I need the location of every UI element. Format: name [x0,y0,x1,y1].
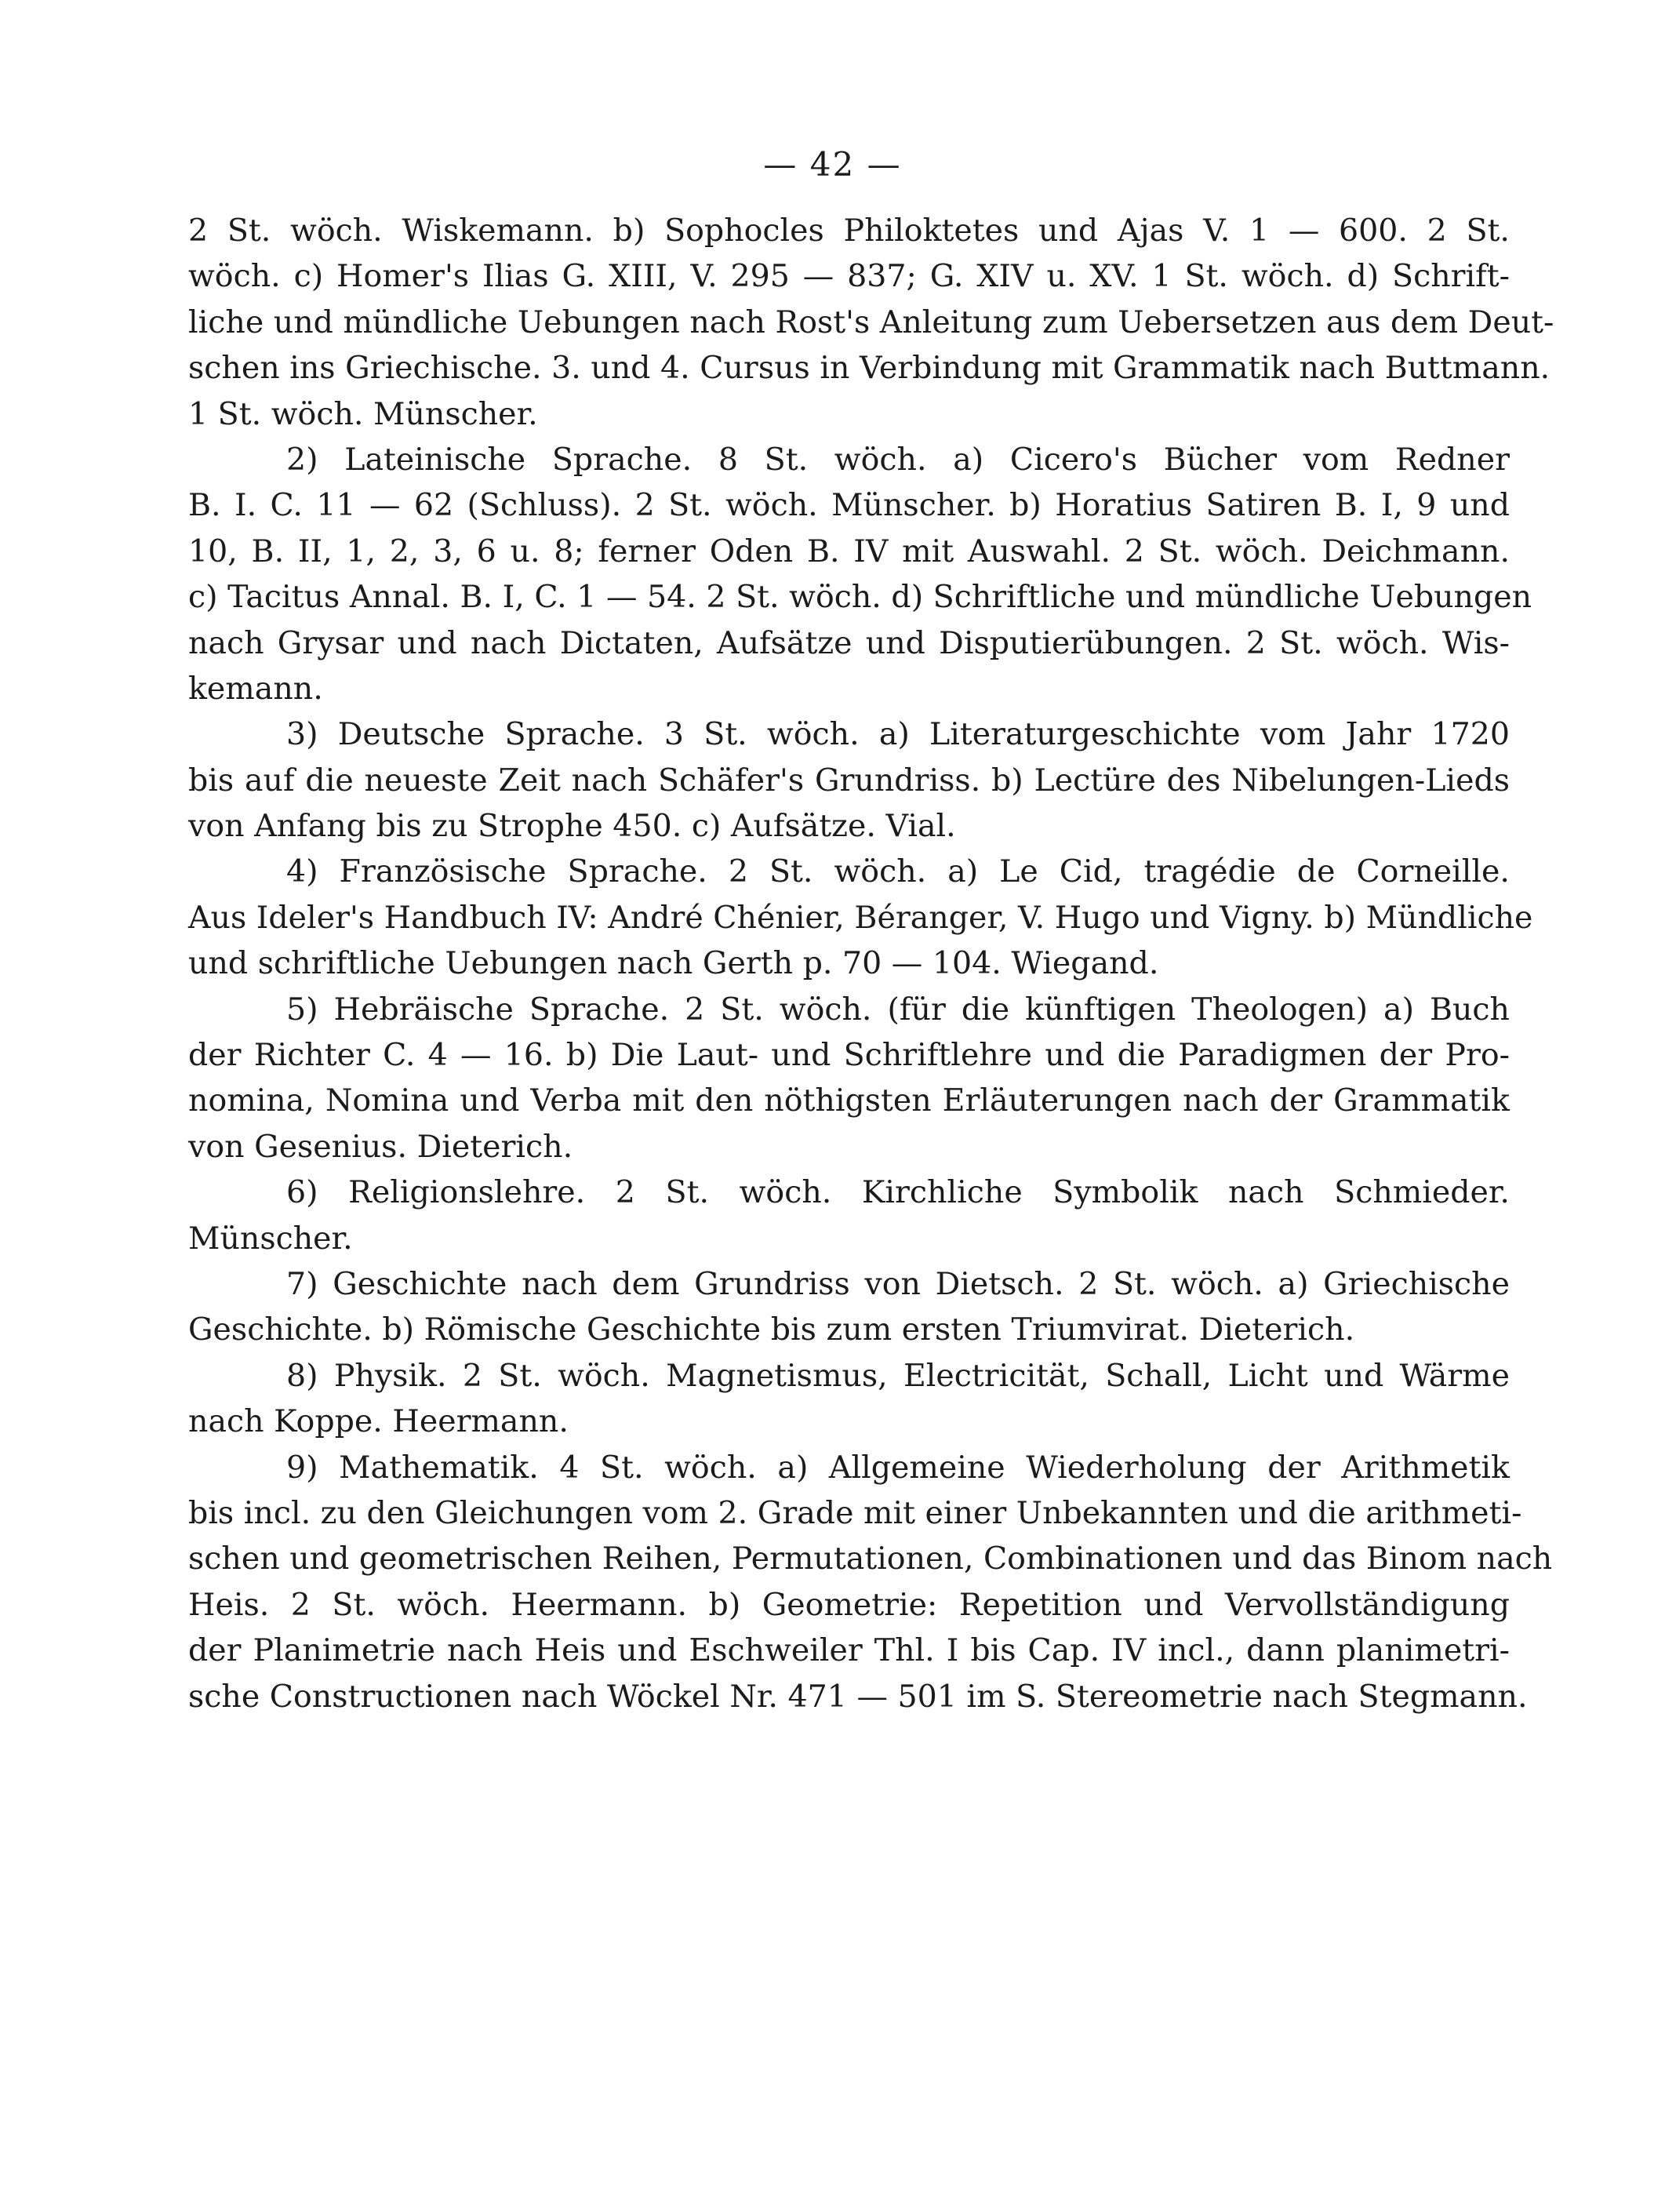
text-line: nomina, Nomina und Verba mit den nöthigsten Erläuterungen nach der Grammatik [188,1082,1510,1119]
text-line: nach Grysar und nach Dictaten, Aufsätze und Disputierübungen. 2 St. wöch. Wis- [188,624,1510,661]
text-line: schen und geometrischen Reihen, Permutationen, Combinationen und das Binom nach [188,1541,1553,1577]
text-line: B. I. C. 11 — 62 (Schluss). 2 St. wöch. Münscher. b) Horatius Satiren B. I, 9 und [188,487,1510,524]
text-line: liche und mündliche Uebungen nach Rost's Anleitung zum Uebersetzen aus dem Deut- [188,304,1554,340]
section-greek-latin-heading: 2) Lateinische Sprache. 8 St. wöch. a) Cicero's Bücher vom Redner [286,441,1510,478]
text-line: Münscher. [188,1220,353,1257]
text-line: c) Tacitus Annal. B. I, C. 1 — 54. 2 St. wöch. d) Schriftliche und mündliche Uebungen [188,579,1532,616]
body-text [188,208,1554,1719]
text-line: Geschichte. b) Römische Geschichte bis zum ersten Triumvirat. Dieterich. [188,1312,1355,1348]
text-line: wöch. c) Homer's Ilias G. XIII, V. 295 — 837; G. XIV u. XV. 1 St. wöch. d) Schrift- [188,258,1510,295]
section-physik-heading: 8) Physik. 2 St. wöch. Magnetismus, Electricität, Schall, Licht und Wärme [286,1357,1510,1394]
text-line: kemann. [188,670,323,707]
section-deutsch-heading: 3) Deutsche Sprache. 3 St. wöch. a) Literaturgeschichte vom Jahr 1720 [286,716,1510,753]
text-line: Heis. 2 St. wöch. Heermann. b) Geometrie: Repetition und Vervollständigung [188,1586,1510,1623]
text-line: und schriftliche Uebungen nach Gerth p. 70 — 104. Wiegand. [188,945,1159,982]
text-line: der Planimetrie nach Heis und Eschweiler Thl. I bis Cap. IV incl., dann planimetri- [188,1632,1510,1669]
section-hebraeisch-heading: 5) Hebräische Sprache. 2 St. wöch. (für die künftigen Theologen) a) Buch [286,991,1510,1028]
text-line: von Anfang bis zu Strophe 450. c) Aufsätze. Vial. [188,808,956,845]
text-line: der Richter C. 4 — 16. b) Die Laut- und Schriftlehre und die Paradigmen der Pro- [188,1037,1510,1074]
section-geschichte-heading: 7) Geschichte nach dem Grundriss von Dietsch. 2 St. wöch. a) Griechische [286,1265,1510,1302]
page-number: — 42 — [763,145,902,184]
section-franzoesisch-heading: 4) Französische Sprache. 2 St. wöch. a) Le Cid, tragédie de Corneille. [286,853,1510,890]
text-line: 1 St. wöch. Münscher. [188,395,538,432]
text-line: bis incl. zu den Gleichungen vom 2. Grade mit einer Unbekannten und die arithmeti- [188,1494,1522,1531]
section-mathematik-heading: 9) Mathematik. 4 St. wöch. a) Allgemeine Wiederholung der Arithmetik [286,1449,1510,1486]
text-line: bis auf die neueste Zeit nach Schäfer's Grundriss. b) Lectüre des Nibelungen-Lieds [188,762,1510,799]
text-line: von Gesenius. Dieterich. [188,1128,573,1165]
text-line: 2 St. wöch. Wiskemann. b) Sophocles Philoktetes und Ajas V. 1 — 600. 2 St. [188,213,1510,249]
text-line: nach Koppe. Heermann. [188,1403,569,1440]
text-line: schen ins Griechische. 3. und 4. Cursus in Verbindung mit Grammatik nach Buttmann. [188,350,1550,387]
text-line: 10, B. II, 1, 2, 3, 6 u. 8; ferner Oden B. IV mit Auswahl. 2 St. wöch. Deichmann. [188,533,1510,569]
text-line: sche Constructionen nach Wöckel Nr. 471 — 501 im S. Stereometrie nach Stegmann. [188,1678,1528,1715]
section-religionslehre-heading: 6) Religionslehre. 2 St. wöch. Kirchliche Symbolik nach Schmieder. [286,1174,1510,1211]
text-line: Aus Ideler's Handbuch IV: André Chénier, Béranger, V. Hugo und Vigny. b) Mündliche [188,899,1533,936]
